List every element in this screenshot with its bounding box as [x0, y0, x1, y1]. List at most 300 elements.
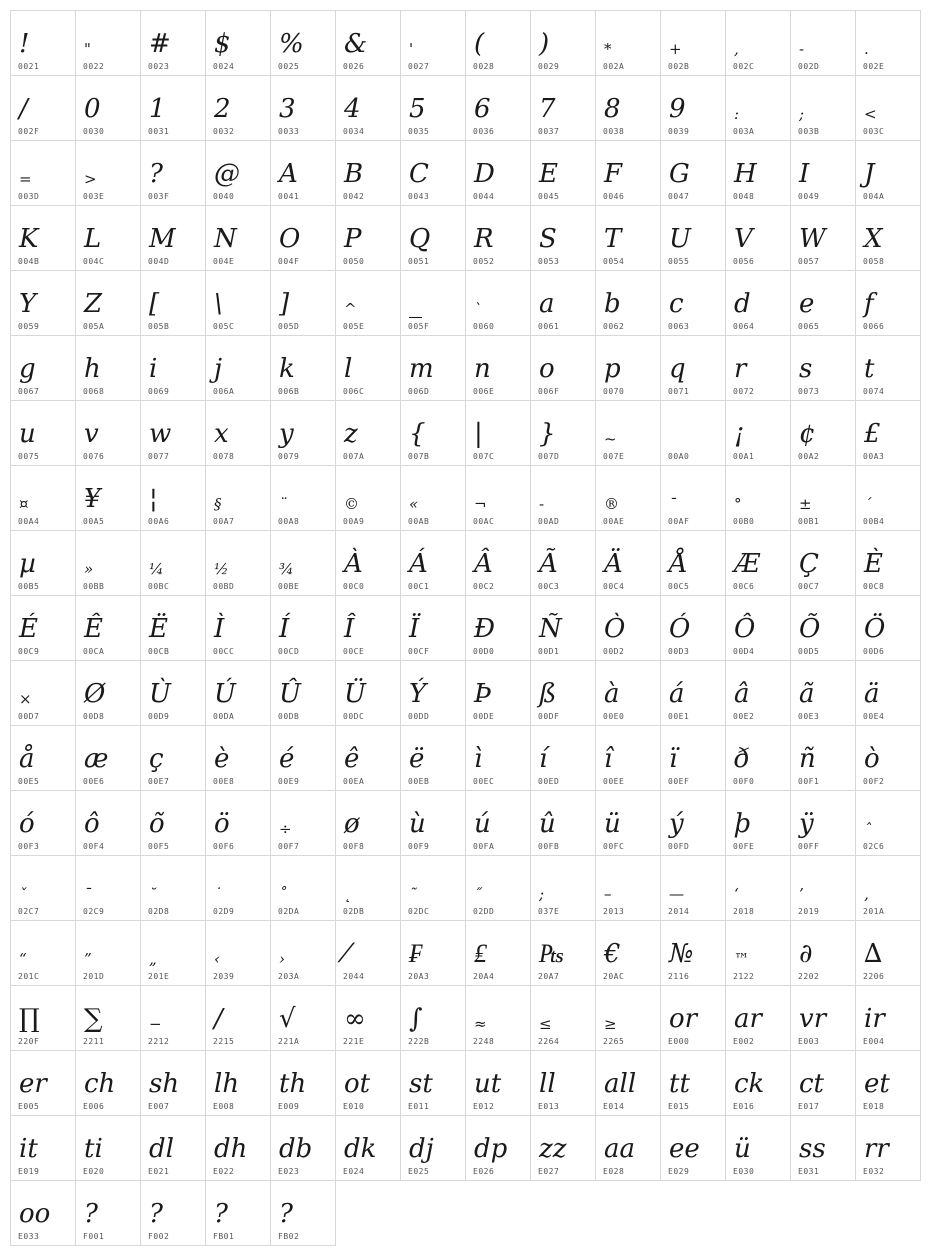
glyph-code-label: 0058: [863, 257, 885, 266]
glyph-sample: _: [409, 289, 422, 319]
glyph-code-label: 00E2: [733, 712, 755, 721]
glyph-cell: [790, 465, 856, 531]
glyph-sample: 7: [539, 94, 556, 124]
glyph-code-label: 221A: [278, 1037, 300, 1046]
glyph-sample: oo: [19, 1199, 51, 1229]
glyph-code-label: 007B: [408, 452, 430, 461]
glyph-cell: [205, 140, 271, 206]
glyph-sample: r: [734, 354, 747, 384]
glyph-sample: ’: [799, 885, 804, 903]
glyph-sample: Ó: [669, 614, 691, 644]
glyph-code-label: E023: [278, 1167, 300, 1176]
glyph-code-label: 00C2: [473, 582, 495, 591]
glyph-cell: [335, 10, 401, 76]
glyph-sample: ü: [604, 809, 621, 839]
glyph-sample: dh: [214, 1134, 248, 1164]
glyph-sample: ot: [344, 1069, 371, 1099]
glyph-code-label: 00D6: [863, 647, 885, 656]
glyph-code-label: 00B5: [18, 582, 40, 591]
glyph-code-label: 00A5: [83, 517, 105, 526]
glyph-code-label: 0065: [798, 322, 820, 331]
glyph-sample: ó: [19, 809, 35, 839]
glyph-code-label: 220F: [18, 1037, 40, 1046]
glyph-code-label: 02C7: [18, 907, 40, 916]
glyph-cell: [205, 595, 271, 661]
glyph-cell: [75, 205, 141, 271]
glyph-cell: [855, 920, 921, 986]
glyph-code-label: 00F9: [408, 842, 430, 851]
glyph-sample: dl: [149, 1134, 174, 1164]
glyph-cell: [725, 595, 791, 661]
glyph-cell: [75, 1115, 141, 1181]
glyph-code-label: 00A0: [668, 452, 690, 461]
glyph-sample: |: [474, 419, 483, 449]
glyph-code-label: 00DF: [538, 712, 560, 721]
glyph-cell: [400, 270, 466, 336]
glyph-cell: [595, 725, 661, 791]
glyph-code-label: 00E7: [148, 777, 170, 786]
glyph-cell: [660, 985, 726, 1051]
glyph-cell: [10, 1180, 76, 1246]
glyph-sample: b: [604, 289, 621, 319]
glyph-code-label: 0063: [668, 322, 690, 331]
glyph-code-label: E008: [213, 1102, 235, 1111]
glyph-sample: `: [474, 300, 482, 318]
glyph-sample: >: [84, 170, 97, 188]
glyph-sample: ∆: [864, 939, 883, 969]
glyph-code-label: 00E6: [83, 777, 105, 786]
glyph-code-label: E004: [863, 1037, 885, 1046]
glyph-cell: [205, 400, 271, 466]
glyph-code-label: 201A: [863, 907, 885, 916]
glyph-code-label: 00BD: [213, 582, 235, 591]
glyph-sample: Ö: [864, 614, 886, 644]
glyph-cell: [205, 335, 271, 401]
glyph-sample: ?: [279, 1199, 293, 1229]
glyph-code-label: 006D: [408, 387, 430, 396]
glyph-code-label: 00AF: [668, 517, 690, 526]
glyph-cell: [140, 400, 206, 466]
glyph-sample: ‹: [214, 950, 220, 968]
glyph-cell: [205, 855, 271, 921]
glyph-code-label: 0074: [863, 387, 885, 396]
glyph-code-label: 02DC: [408, 907, 430, 916]
glyph-cell: [855, 75, 921, 141]
glyph-code-label: 20A7: [538, 972, 560, 981]
glyph-sample: z: [344, 419, 358, 449]
glyph-code-label: 00A8: [278, 517, 300, 526]
glyph-code-label: 002B: [668, 62, 690, 71]
glyph-cell: [465, 270, 531, 336]
glyph-code-label: 00FC: [603, 842, 625, 851]
glyph-cell: [75, 790, 141, 856]
glyph-code-label: 00BB: [83, 582, 105, 591]
glyph-sample: H: [734, 159, 757, 189]
glyph-sample: Æ: [734, 549, 761, 579]
glyph-sample: Q: [409, 224, 431, 254]
glyph-code-label: 005C: [213, 322, 235, 331]
glyph-sample: Ï: [409, 614, 420, 644]
glyph-code-label: 0022: [83, 62, 105, 71]
glyph-cell: [335, 855, 401, 921]
glyph-code-label: E028: [603, 1167, 625, 1176]
glyph-code-label: 00A3: [863, 452, 885, 461]
glyph-cell: [400, 400, 466, 466]
glyph-sample: 8: [604, 94, 621, 124]
glyph-cell: [10, 335, 76, 401]
glyph-cell: [660, 790, 726, 856]
glyph-code-label: 003B: [798, 127, 820, 136]
glyph-cell: [205, 790, 271, 856]
glyph-code-label: FB02: [278, 1232, 300, 1241]
glyph-sample: x: [214, 419, 229, 449]
glyph-cell: [855, 595, 921, 661]
glyph-cell: [465, 530, 531, 596]
glyph-cell: [335, 725, 401, 791]
glyph-sample: ¡: [734, 419, 745, 449]
glyph-grid: [10, 10, 920, 1245]
glyph-cell: [140, 140, 206, 206]
glyph-code-label: 0062: [603, 322, 625, 331]
glyph-sample: et: [864, 1069, 890, 1099]
glyph-cell: [10, 1115, 76, 1181]
glyph-sample: aa: [604, 1134, 636, 1164]
glyph-sample: ⁄: [344, 939, 349, 969]
glyph-sample: ±: [799, 495, 812, 513]
glyph-code-label: 00B1: [798, 517, 820, 526]
glyph-code-label: 0037: [538, 127, 560, 136]
glyph-code-label: E016: [733, 1102, 755, 1111]
glyph-code-label: E019: [18, 1167, 40, 1176]
glyph-cell: [465, 920, 531, 986]
glyph-sample: Ã: [539, 549, 558, 579]
glyph-sample: ¯: [669, 495, 677, 513]
glyph-cell: [75, 10, 141, 76]
glyph-sample: ¾: [279, 560, 294, 578]
glyph-code-label: 2116: [668, 972, 690, 981]
glyph-cell: [660, 595, 726, 661]
glyph-sample: Ò: [604, 614, 626, 644]
glyph-code-label: 0071: [668, 387, 690, 396]
glyph-sample: @: [214, 159, 240, 189]
glyph-cell: [465, 985, 531, 1051]
glyph-sample: -: [799, 40, 805, 58]
glyph-sample: y: [279, 419, 294, 449]
glyph-cell: [595, 790, 661, 856]
glyph-code-label: 00E8: [213, 777, 235, 786]
glyph-code-label: 00A2: [798, 452, 820, 461]
glyph-code-label: 02D9: [213, 907, 235, 916]
glyph-code-label: E000: [668, 1037, 690, 1046]
glyph-code-label: E014: [603, 1102, 625, 1111]
glyph-sample: (: [474, 29, 485, 59]
glyph-code-label: 00DE: [473, 712, 495, 721]
glyph-cell: [400, 10, 466, 76]
glyph-cell: [595, 530, 661, 596]
glyph-sample: 6: [474, 94, 491, 124]
glyph-sample: õ: [149, 809, 165, 839]
glyph-cell: [75, 465, 141, 531]
glyph-cell: [595, 75, 661, 141]
glyph-cell: [855, 400, 921, 466]
glyph-sample: Ü: [344, 679, 366, 709]
glyph-cell: [530, 920, 596, 986]
glyph-sample: £: [864, 419, 881, 449]
glyph-cell: [855, 270, 921, 336]
glyph-code-label: E009: [278, 1102, 300, 1111]
glyph-code-label: 00FA: [473, 842, 495, 851]
glyph-sample: v: [84, 419, 99, 449]
glyph-code-label: 00D8: [83, 712, 105, 721]
glyph-cell: [335, 1050, 401, 1116]
glyph-sample: ch: [84, 1069, 116, 1099]
glyph-sample: ir: [864, 1004, 885, 1034]
glyph-code-label: 0021: [18, 62, 40, 71]
glyph-sample: {: [409, 419, 426, 449]
glyph-sample: Ú: [214, 679, 236, 709]
glyph-sample: F: [604, 159, 623, 189]
glyph-code-label: 0033: [278, 127, 300, 136]
glyph-cell: [855, 335, 921, 401]
glyph-cell: [335, 270, 401, 336]
glyph-cell: [75, 920, 141, 986]
glyph-code-label: 0036: [473, 127, 495, 136]
glyph-cell: [140, 465, 206, 531]
glyph-sample: ”: [84, 950, 92, 968]
glyph-sample: <: [864, 105, 877, 123]
glyph-sample: ×: [19, 690, 32, 708]
glyph-cell: [725, 530, 791, 596]
glyph-cell: [530, 140, 596, 206]
glyph-cell: [790, 400, 856, 466]
glyph-cell: [75, 75, 141, 141]
glyph-code-label: 201E: [148, 972, 170, 981]
glyph-code-label: 0039: [668, 127, 690, 136]
glyph-cell: [530, 10, 596, 76]
glyph-sample: n: [474, 354, 491, 384]
glyph-code-label: E024: [343, 1167, 365, 1176]
glyph-cell: [205, 270, 271, 336]
glyph-sample: é: [279, 744, 295, 774]
glyph-sample: »: [84, 560, 94, 578]
glyph-code-label: E010: [343, 1102, 365, 1111]
glyph-code-label: 00CB: [148, 647, 170, 656]
glyph-cell: [725, 270, 791, 336]
glyph-cell: [140, 270, 206, 336]
glyph-cell: [10, 920, 76, 986]
glyph-sample: «: [409, 495, 419, 513]
glyph-cell: [400, 465, 466, 531]
glyph-sample: ö: [214, 809, 230, 839]
glyph-code-label: 00E1: [668, 712, 690, 721]
glyph-cell: [595, 855, 661, 921]
glyph-sample: ∑: [84, 1004, 103, 1034]
glyph-code-label: 007D: [538, 452, 560, 461]
glyph-sample: S: [539, 224, 557, 254]
glyph-code-label: 007E: [603, 452, 625, 461]
glyph-sample: G: [669, 159, 690, 189]
glyph-code-label: 00C1: [408, 582, 430, 591]
glyph-cell: [790, 985, 856, 1051]
glyph-code-label: 00CD: [278, 647, 300, 656]
glyph-code-label: 00EC: [473, 777, 495, 786]
glyph-code-label: 0054: [603, 257, 625, 266]
glyph-code-label: 00BE: [278, 582, 300, 591]
glyph-code-label: 02DB: [343, 907, 365, 916]
glyph-cell: [140, 1050, 206, 1116]
glyph-code-label: 0052: [473, 257, 495, 266]
glyph-code-label: 00A1: [733, 452, 755, 461]
glyph-code-label: 00B4: [863, 517, 885, 526]
glyph-sample: ?: [149, 159, 163, 189]
glyph-code-label: 20A3: [408, 972, 430, 981]
glyph-sample: ≤: [539, 1015, 552, 1033]
glyph-sample: ã: [799, 679, 815, 709]
glyph-cell: [75, 725, 141, 791]
glyph-sample: D: [474, 159, 495, 189]
glyph-code-label: 0035: [408, 127, 430, 136]
glyph-code-label: 2018: [733, 907, 755, 916]
glyph-sample: ™: [734, 950, 749, 968]
glyph-sample: zz: [539, 1134, 567, 1164]
glyph-sample: *: [604, 40, 612, 58]
glyph-code-label: E021: [148, 1167, 170, 1176]
glyph-code-label: FB01: [213, 1232, 235, 1241]
glyph-cell: [140, 1115, 206, 1181]
glyph-code-label: 20A4: [473, 972, 495, 981]
glyph-sample: ê: [344, 744, 360, 774]
glyph-cell: [140, 790, 206, 856]
glyph-code-label: E005: [18, 1102, 40, 1111]
glyph-cell: [790, 790, 856, 856]
glyph-cell: [140, 335, 206, 401]
glyph-cell: [725, 75, 791, 141]
glyph-cell: [270, 985, 336, 1051]
glyph-sample: ´: [864, 495, 872, 513]
glyph-code-label: 00D7: [18, 712, 40, 721]
glyph-code-label: 0066: [863, 322, 885, 331]
glyph-cell: [10, 140, 76, 206]
glyph-code-label: 00C3: [538, 582, 560, 591]
glyph-cell: [205, 10, 271, 76]
glyph-sample: ú: [474, 809, 491, 839]
glyph-cell: [270, 790, 336, 856]
glyph-sample: ck: [734, 1069, 765, 1099]
glyph-code-label: 221E: [343, 1037, 365, 1046]
glyph-cell: [400, 1115, 466, 1181]
glyph-cell: [725, 335, 791, 401]
glyph-cell: [10, 75, 76, 141]
glyph-sample: á: [669, 679, 685, 709]
glyph-cell: [465, 1050, 531, 1116]
glyph-sample: -: [539, 495, 545, 513]
glyph-sample: tt: [669, 1069, 690, 1099]
glyph-cell: [790, 595, 856, 661]
glyph-code-label: 00FE: [733, 842, 755, 851]
glyph-sample: ˘: [149, 885, 157, 903]
glyph-code-label: 0079: [278, 452, 300, 461]
glyph-sample: ˉ: [84, 885, 92, 903]
glyph-cell: [790, 920, 856, 986]
glyph-sample: È: [864, 549, 883, 579]
glyph-sample: ÿ: [799, 809, 814, 839]
glyph-sample: ;: [539, 885, 545, 903]
glyph-cell: [465, 660, 531, 726]
glyph-code-label: 0077: [148, 452, 170, 461]
glyph-cell: [75, 1180, 141, 1246]
glyph-cell: [465, 400, 531, 466]
glyph-code-label: 006B: [278, 387, 300, 396]
glyph-cell: [595, 1050, 661, 1116]
glyph-code-label: 02D8: [148, 907, 170, 916]
glyph-sample: à: [604, 679, 620, 709]
glyph-sample: √: [279, 1004, 296, 1034]
glyph-cell: [595, 205, 661, 271]
glyph-sample: ˜: [409, 885, 417, 903]
glyph-code-label: 00F1: [798, 777, 820, 786]
glyph-sample: ç: [149, 744, 164, 774]
glyph-sample: è: [214, 744, 230, 774]
glyph-code-label: 02C6: [863, 842, 885, 851]
glyph-sample: ": [84, 40, 91, 58]
glyph-sample: c: [669, 289, 684, 319]
glyph-sample: ò: [864, 744, 880, 774]
glyph-sample: Y: [19, 289, 37, 319]
glyph-cell: [595, 920, 661, 986]
glyph-code-label: 00EE: [603, 777, 625, 786]
glyph-cell: [595, 270, 661, 336]
glyph-cell: [270, 465, 336, 531]
glyph-sample: ÷: [279, 820, 292, 838]
glyph-code-label: 00D5: [798, 647, 820, 656]
glyph-sample: Ä: [604, 549, 623, 579]
glyph-sample: ∏: [19, 1004, 40, 1034]
glyph-sample: ä: [864, 679, 880, 709]
glyph-cell: [140, 725, 206, 791]
glyph-sample: /: [19, 94, 28, 124]
glyph-cell: [10, 1050, 76, 1116]
glyph-code-label: E003: [798, 1037, 820, 1046]
glyph-cell: [530, 75, 596, 141]
glyph-code-label: 00F6: [213, 842, 235, 851]
glyph-code-label: 00CE: [343, 647, 365, 656]
glyph-sample: ‘: [734, 885, 739, 903]
glyph-sample: }: [539, 419, 556, 449]
glyph-code-label: E025: [408, 1167, 430, 1176]
glyph-sample: ß: [539, 679, 557, 709]
glyph-sample: .: [864, 40, 869, 58]
glyph-cell: [270, 1115, 336, 1181]
glyph-sample: g: [19, 354, 36, 384]
glyph-cell: [725, 1115, 791, 1181]
glyph-cell: [270, 595, 336, 661]
glyph-code-label: 0043: [408, 192, 430, 201]
glyph-cell: [725, 140, 791, 206]
glyph-sample: Ë: [149, 614, 168, 644]
glyph-cell: [465, 205, 531, 271]
glyph-cell: [530, 790, 596, 856]
glyph-sample: É: [19, 614, 38, 644]
glyph-cell: [270, 725, 336, 791]
glyph-code-label: 2215: [213, 1037, 235, 1046]
glyph-sample: s: [799, 354, 813, 384]
glyph-cell: [270, 1180, 336, 1246]
glyph-sample: ?: [84, 1199, 98, 1229]
glyph-code-label: F001: [83, 1232, 105, 1241]
glyph-sample: m: [409, 354, 434, 384]
glyph-sample: !: [19, 29, 30, 59]
glyph-cell: [725, 790, 791, 856]
